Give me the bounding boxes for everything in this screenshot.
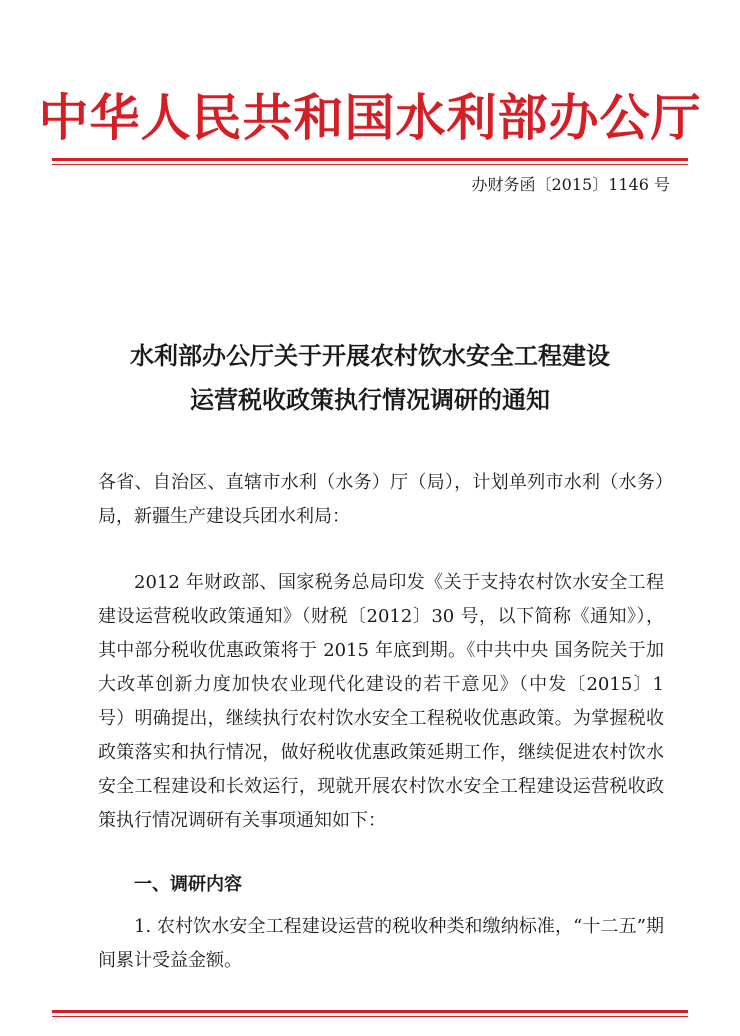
- document-number: 办财务函〔2015〕1146 号: [471, 175, 670, 194]
- letterhead-title: 中华人民共和国水利部办公厅: [38, 89, 702, 147]
- section-heading-1: 一、调研内容: [134, 874, 242, 895]
- document-title-line-1: 水利部办公厅关于开展农村饮水安全工程建设: [130, 342, 610, 370]
- section-1-item-1: 1. 农村饮水安全工程建设运营的税收种类和缴纳标准，“十二五”期间累计受益金额。: [98, 916, 664, 971]
- document-title: [0, 334, 740, 422]
- document-title-line-2: 运营税收政策执行情况调研的通知: [190, 386, 550, 414]
- salutation: 各省、自治区、直辖市水利（水务）厅（局），计划单列市水利（水务）局，新疆生产建设兵团水利局：: [98, 472, 664, 527]
- footer-red-rule: [52, 1010, 688, 1013]
- letterhead-red-rule: [52, 158, 688, 161]
- body-paragraph-1: 2012 年财政部、国家税务总局印发《关于支持农村饮水安全工程建设运营税收政策通知》（财税〔2012〕30 号，以下简称《通知》），其中部分税收优惠政策将于 2015 年底到期。《中共中央 国务院关于加大改革创新力度加快农业现代化建设的若干意见》（中发〔2015〕1 号）明确提出，继续执行农村饮水安全工程税收优惠政策。为掌握税收政策落实和执行情况，做好税收优惠政策延期工作，继续促进农村饮水安全工程建设和长效运行，现就开展农村饮水安全工程建设运营税收政策执行情况调研有关事项通知如下：: [98, 572, 664, 831]
